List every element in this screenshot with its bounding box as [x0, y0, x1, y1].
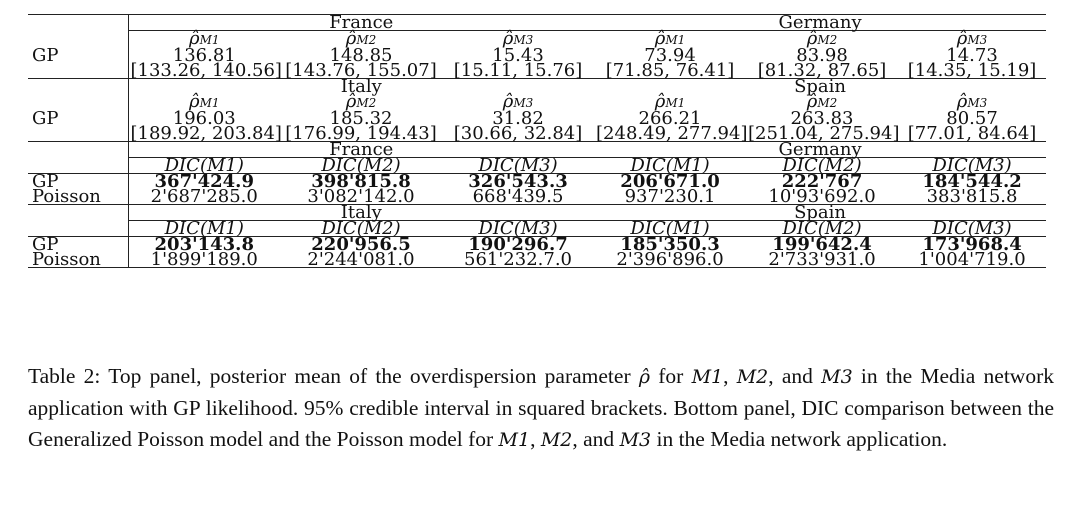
mean-cell: 80.57: [946, 108, 998, 129]
dic-header: DIC(M1): [630, 155, 710, 176]
dic-poisson-cell: 561'232.7.0: [464, 249, 573, 270]
param-header: ρ̂M1: [188, 28, 220, 49]
row-label: GP: [28, 48, 128, 63]
country-header: Spain: [594, 205, 1046, 221]
mean-cell: 14.73: [946, 45, 998, 66]
ci-cell: [133.26, 140.56]: [130, 60, 282, 81]
param-header: ρ̂M3: [956, 91, 988, 112]
mean-cell: 136.81: [172, 45, 236, 66]
dic-gp-cell: 173'968.4: [922, 234, 1022, 255]
country-header: France: [128, 142, 594, 158]
ci-cell: [251.04, 275.94]: [748, 123, 900, 144]
ci-cell: [189.92, 203.84]: [130, 123, 282, 144]
model-symbol: M1: [498, 429, 531, 451]
dic-header: DIC(M1): [630, 218, 710, 239]
param-header: ρ̂M1: [654, 28, 686, 49]
dic-gp-cell: 190'296.7: [468, 234, 568, 255]
ci-cell: [143.76, 155.07]: [285, 60, 437, 81]
dic-header: DIC(M3): [932, 218, 1012, 239]
ci-cell: [14.35, 15.19]: [907, 60, 1037, 81]
dic-poisson-cell: 937'230.1: [624, 186, 716, 207]
dic-gp-cell: 222'767: [781, 171, 863, 192]
mean-cell: 31.82: [492, 108, 544, 129]
dic-gp-cell: 220'956.5: [311, 234, 411, 255]
param-header: ρ̂M2: [806, 28, 838, 49]
dic-gp-cell: 326'543.3: [468, 171, 568, 192]
param-header: ρ̂M2: [806, 91, 838, 112]
dic-poisson-cell: 2'396'896.0: [616, 249, 724, 270]
dic-poisson-cell: 2'733'931.0: [768, 249, 876, 270]
mean-cell: 185.32: [329, 108, 393, 129]
mean-cell: 196.03: [172, 108, 236, 129]
ci-cell: [77.01, 84.64]: [907, 123, 1037, 144]
table-caption: Table 2: Top panel, posterior mean of the overdispersion parameter ρ̂ for M1, M2, and M3 in the Media network application with GP likelihood. 95% credible interval in squared brackets. Bottom panel, DIC comparison between the Generalized Poisson model and the Poisson model for M1, M2, and M3 in the Media network application.: [28, 364, 1054, 451]
param-header: ρ̂M3: [502, 91, 534, 112]
dic-header: DIC(M2): [782, 218, 862, 239]
dic-gp-cell: 398'815.8: [311, 171, 411, 192]
dic-header: DIC(M2): [321, 155, 401, 176]
dic-gp-cell: 184'544.2: [922, 171, 1022, 192]
dic-poisson-cell: 383'815.8: [926, 186, 1018, 207]
dic-gp-cell: 203'143.8: [154, 234, 254, 255]
dic-gp-cell: 206'671.0: [620, 171, 720, 192]
param-header: ρ̂M2: [345, 28, 377, 49]
dic-poisson-cell: 2'244'081.0: [307, 249, 415, 270]
country-header: Germany: [594, 142, 1046, 158]
country-header: Germany: [594, 15, 1046, 31]
dic-poisson-cell: 668'439.5: [472, 186, 564, 207]
param-header: ρ̂M3: [502, 28, 534, 49]
dic-gp-cell: 367'424.9: [154, 171, 254, 192]
mean-cell: 266.21: [638, 108, 702, 129]
model-symbol: M3: [821, 366, 853, 388]
country-header: Italy: [340, 76, 382, 97]
dic-header: DIC(M3): [932, 155, 1012, 176]
model-symbol: M1: [691, 366, 724, 388]
country-header: Italy: [128, 205, 594, 221]
dic-gp-cell: 199'642.4: [772, 234, 872, 255]
mean-cell: 263.83: [790, 108, 854, 129]
param-header: ρ̂M1: [654, 91, 686, 112]
row-label: GP: [28, 174, 128, 190]
ci-cell: [176.99, 194.43]: [285, 123, 437, 144]
dic-header: DIC(M2): [321, 218, 401, 239]
dic-header: DIC(M1): [164, 218, 244, 239]
model-symbol: M2: [736, 366, 769, 388]
dic-gp-cell: 185'350.3: [620, 234, 720, 255]
model-symbol: M2: [540, 429, 573, 451]
ci-cell: [248.49, 277.94]: [596, 123, 748, 144]
country-header: Spain: [794, 76, 846, 97]
ci-cell: [15.11, 15.76]: [453, 60, 583, 81]
dic-poisson-cell: 3'082'142.0: [307, 186, 415, 207]
ci-cell: [71.85, 76.41]: [605, 60, 735, 81]
dic-header: DIC(M3): [478, 155, 558, 176]
row-label: Poisson: [28, 252, 128, 268]
mean-cell: 15.43: [492, 45, 544, 66]
param-header: ρ̂M1: [188, 91, 220, 112]
dic-poisson-cell: 1'899'189.0: [150, 249, 258, 270]
dic-header: DIC(M3): [478, 218, 558, 239]
dic-poisson-cell: 2'687'285.0: [150, 186, 258, 207]
dic-poisson-cell: 1'004'719.0: [918, 249, 1026, 270]
param-header: ρ̂M2: [345, 91, 377, 112]
dic-header: DIC(M1): [164, 155, 244, 176]
rho-symbol: ρ̂: [638, 366, 651, 388]
row-label: GP: [28, 237, 128, 253]
results-table: [28, 14, 1046, 268]
row-label: GP: [28, 111, 128, 126]
mean-cell: 73.94: [644, 45, 696, 66]
ci-cell: [30.66, 32.84]: [453, 123, 583, 144]
dic-poisson-cell: 10'93'692.0: [768, 186, 876, 207]
ci-cell: [81.32, 87.65]: [757, 60, 887, 81]
country-header: France: [128, 15, 594, 31]
model-symbol: M3: [619, 429, 652, 451]
mean-cell: 148.85: [329, 45, 393, 66]
mean-cell: 83.98: [796, 45, 848, 66]
dic-header: DIC(M2): [782, 155, 862, 176]
row-label: Poisson: [28, 189, 128, 205]
param-header: ρ̂M3: [956, 28, 988, 49]
